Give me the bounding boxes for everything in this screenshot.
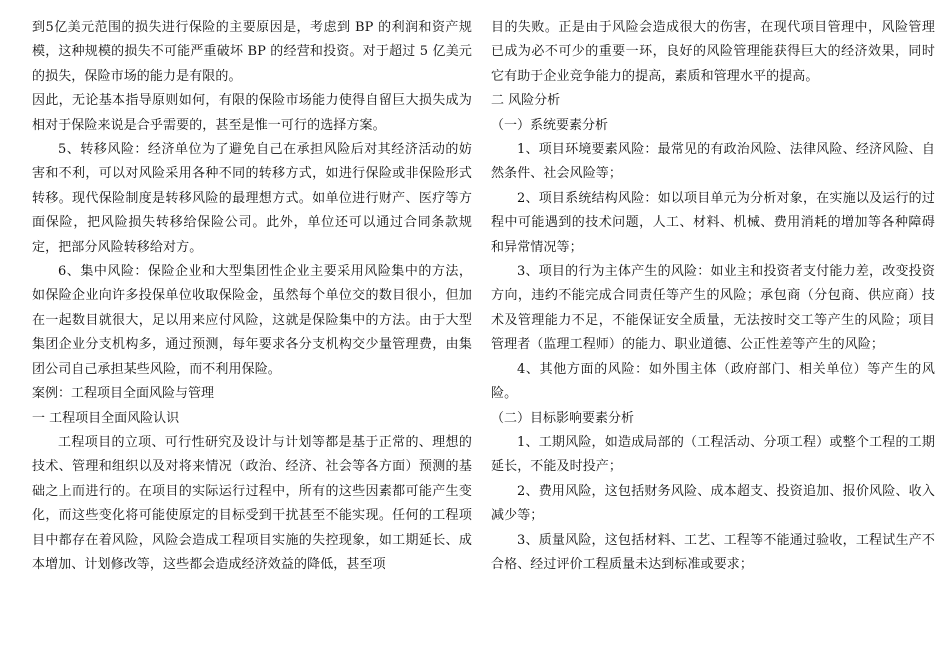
paragraph-structure-risk: 2、项目系统结构风险：如以项目单元为分析对象，在实施以及运行的过程中可能遇到的技术问题，人工、材料、机械、费用消耗的增加等各种障碍和异常情况等； [491,190,935,255]
case-heading: 案例：工程项目全面风险与管理 [32,386,215,402]
section-heading-risk-analysis: 二 风险分析 [491,93,561,109]
subsection-heading-target-elements: （二）目标影响要素分析 [491,410,635,426]
paragraph-concentrate-risk: 6、集中风险：保险企业和大型集团性企业主要采用风险集中的方法，如保险企业向许多投保单位收取保险金，虽然每个单位交的数目很小，但加在一起数目就很大，足以用来应付风险，这就是保险集中的方法。由于大型集团企业分支机构多，通过预测，每年要求各分支机构交少量管理费，由集团公司自己承担某些风险，而不利用保险。 [32,264,472,377]
right-column [491,16,935,577]
section-heading-risk-awareness: 一 工程项目全面风险认识 [32,410,180,426]
paragraph-insurance-limit: 到5亿美元范围的损失进行保险的主要原因是，考虑到 BP 的利润和资产规模，这种规模的损失不可能严重破坏 BP 的经营和投资。对于超过 5 亿美元的损失，保险市场的能力是有限的。 [32,20,472,84]
paragraph-other-risk: 4、其他方面的风险：如外围主体（政府部门、相关单位）等产生的风险。 [491,361,935,402]
paragraph-quality-risk: 3、质量风险，这包括材料、工艺、工程等不能通过验收，工程试生产不合格、经过评价工程质量未达到标准或要求； [491,532,935,572]
paragraph-transfer-risk: 5、转移风险：经济单位为了避免自己在承担风险后对其经济活动的妨害和不利，可以对风险采用各种不同的转移方式，如进行保险或非保险形式转移。现代保险制度是转移风险的最理想方式。如单位进行财产、医疗等方面保险，把风险损失转移给保险公司。此外，单位还可以通过合同条款规定，把部分风险转移给对方。 [32,142,472,255]
subsection-heading-system-elements: （一）系统要素分析 [491,117,609,133]
left-column [32,16,472,577]
paragraph-project-risk-intro: 工程项目的立项、可行性研究及设计与计划等都是基于正常的、理想的技术、管理和组织以及对将来情况（政治、经济、社会等各方面）预测的基础之上而进行的。在项目的实际运行过程中，所有的这些因素都可能产生变化，而这些变化将可能使原定的目标受到干扰甚至不能实现。任何的工程项目中都存在着风险，风险会造成工程项目实施的失控现象，如工期延长、成本增加、计划修改等，这些都会造成经济效益的降低，甚至项 [32,434,472,572]
paragraph-environment-risk: 1、项目环境要素风险：最常见的有政治风险、法律风险、经济风险、自然条件、社会风险等； [491,142,935,182]
paragraph-retention-conclusion: 因此，无论基本指导原则如何，有限的保险市场能力使得自留巨大损失成为相对于保险来说是合乎需要的，甚至是惟一可行的选择方案。 [32,93,472,133]
paragraph-actor-risk: 3、项目的行为主体产生的风险：如业主和投资者支付能力差，改变投资方向，违约不能完成合同责任等产生的风险；承包商（分包商、供应商）技术及管理能力不足，不能保证安全质量，无法按时交工等产生的风险；项目管理者（监理工程师）的能力、职业道德、公正性差等产生的风险； [491,264,935,353]
paragraph-schedule-risk: 1、工期风险，如造成局部的（工程活动、分项工程）或整个工程的工期延长，不能及时投产； [491,434,935,475]
paragraph-risk-management-importance: 目的失败。正是由于风险会造成很大的伤害，在现代项目管理中，风险管理已成为必不可少的重要一环，良好的风险管理能获得巨大的经济效果，同时它有助于企业竞争能力的提高，素质和管理水平的提高。 [491,20,935,84]
paragraph-cost-risk: 2、费用风险，这包括财务风险、成本超支、投资追加、报价风险、收入减少等； [491,483,935,524]
